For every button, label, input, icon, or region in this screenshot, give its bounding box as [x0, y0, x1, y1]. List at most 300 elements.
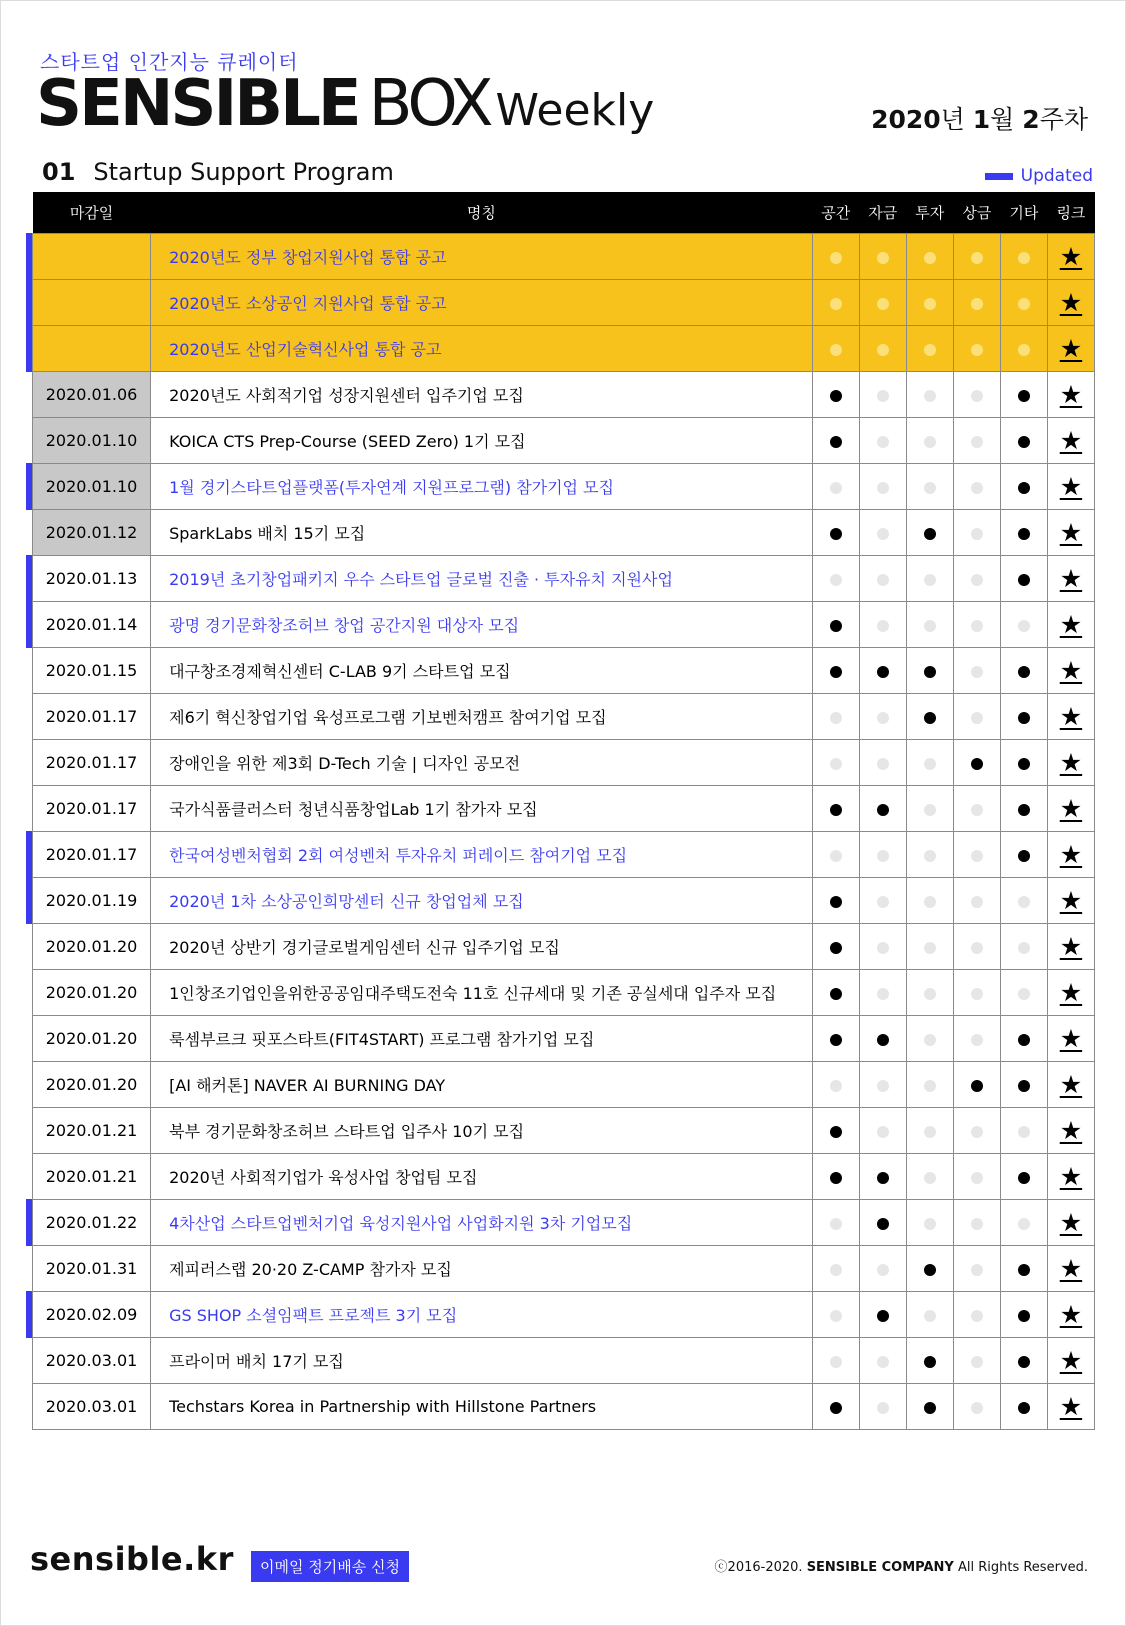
- empty-dot-icon: [924, 482, 936, 494]
- empty-dot-icon: [924, 298, 936, 310]
- deadline-text: 2020.01.21: [45, 1167, 138, 1186]
- star-link-icon[interactable]: ★: [1059, 242, 1083, 271]
- deadline-text: 2020.01.15: [45, 661, 138, 680]
- flag-cell-other: [1000, 694, 1047, 740]
- program-name: 2020년도 정부 창업지원사업 통합 공고: [151, 234, 813, 280]
- flag-cell-investment: [906, 1246, 953, 1292]
- table-row: [33, 878, 1095, 924]
- flag-cell-other: [1000, 878, 1047, 924]
- flag-cell-space: [812, 1292, 859, 1338]
- flag-cell-space: [812, 924, 859, 970]
- deadline-text: 2020.01.20: [45, 1029, 138, 1048]
- star-link-icon[interactable]: ★: [1059, 1392, 1083, 1421]
- flag-cell-funding: [859, 234, 906, 280]
- deadline-cell: [33, 1062, 151, 1108]
- empty-dot-icon: [971, 988, 983, 1000]
- flag-cell-funding: [859, 970, 906, 1016]
- flag-cell-space: [812, 1016, 859, 1062]
- table-row: [33, 326, 1095, 372]
- empty-dot-icon: [877, 1264, 889, 1276]
- link-cell[interactable]: [1047, 1154, 1094, 1200]
- star-link-icon[interactable]: ★: [1059, 978, 1083, 1007]
- empty-dot-icon: [877, 436, 889, 448]
- flag-cell-funding: [859, 510, 906, 556]
- empty-dot-icon: [924, 574, 936, 586]
- star-link-icon[interactable]: ★: [1059, 1254, 1083, 1283]
- issue-month-unit: 월: [990, 105, 1023, 134]
- empty-dot-icon: [830, 252, 842, 264]
- subscribe-button[interactable]: 이메일 정기배송 신청: [251, 1551, 409, 1582]
- flag-cell-prize: [953, 1200, 1000, 1246]
- empty-dot-icon: [971, 1034, 983, 1046]
- deadline-cell: [33, 464, 151, 510]
- updated-marker: [26, 601, 32, 648]
- deadline-cell: [33, 878, 151, 924]
- flag-cell-prize: [953, 1108, 1000, 1154]
- empty-dot-icon: [971, 666, 983, 678]
- empty-dot-icon: [877, 344, 889, 356]
- deadline-text: 2020.01.20: [45, 937, 138, 956]
- brand-light: BOX: [368, 67, 490, 141]
- table-row: [33, 556, 1095, 602]
- flag-cell-prize: [953, 1246, 1000, 1292]
- updated-marker: [26, 1291, 32, 1338]
- empty-dot-icon: [971, 1264, 983, 1276]
- filled-dot-icon: [830, 390, 842, 402]
- col-link: 링크: [1047, 192, 1094, 234]
- flag-cell-funding: [859, 694, 906, 740]
- link-cell[interactable]: [1047, 786, 1094, 832]
- deadline-text: 2020.03.01: [45, 1397, 138, 1416]
- deadline-cell: [33, 234, 151, 280]
- flag-cell-space: [812, 1154, 859, 1200]
- link-cell[interactable]: [1047, 970, 1094, 1016]
- flag-cell-funding: [859, 1016, 906, 1062]
- deadline-cell: [33, 1246, 151, 1292]
- star-link-icon[interactable]: ★: [1059, 840, 1083, 869]
- flag-cell-other: [1000, 1384, 1047, 1430]
- filled-dot-icon: [924, 666, 936, 678]
- star-link-icon[interactable]: ★: [1059, 932, 1083, 961]
- link-cell[interactable]: [1047, 1200, 1094, 1246]
- empty-dot-icon: [924, 758, 936, 770]
- flag-cell-prize: [953, 1292, 1000, 1338]
- flag-cell-space: [812, 878, 859, 924]
- filled-dot-icon: [877, 1172, 889, 1184]
- program-name: [AI 해커톤] NAVER AI BURNING DAY: [151, 1062, 813, 1108]
- filled-dot-icon: [830, 804, 842, 816]
- filled-dot-icon: [830, 942, 842, 954]
- flag-cell-funding: [859, 1108, 906, 1154]
- empty-dot-icon: [1018, 344, 1030, 356]
- filled-dot-icon: [1018, 574, 1030, 586]
- flag-cell-space: [812, 1338, 859, 1384]
- empty-dot-icon: [830, 758, 842, 770]
- flag-cell-other: [1000, 1338, 1047, 1384]
- deadline-cell: [33, 372, 151, 418]
- empty-dot-icon: [830, 574, 842, 586]
- program-name: 2020년 상반기 경기글로벌게임센터 신규 입주기업 모집: [151, 924, 813, 970]
- flag-cell-investment: [906, 372, 953, 418]
- flag-cell-investment: [906, 326, 953, 372]
- flag-cell-other: [1000, 786, 1047, 832]
- link-cell[interactable]: [1047, 1108, 1094, 1154]
- flag-cell-space: [812, 1246, 859, 1292]
- empty-dot-icon: [1018, 896, 1030, 908]
- link-cell[interactable]: [1047, 740, 1094, 786]
- copyright-years: ⓒ2016-2020.: [714, 1560, 803, 1575]
- col-prize: 상금: [953, 192, 1000, 234]
- empty-dot-icon: [877, 896, 889, 908]
- empty-dot-icon: [924, 252, 936, 264]
- empty-dot-icon: [971, 1218, 983, 1230]
- star-link-icon[interactable]: ★: [1059, 564, 1083, 593]
- flag-cell-prize: [953, 418, 1000, 464]
- updated-marker: [26, 877, 32, 924]
- deadline-cell: [33, 648, 151, 694]
- star-link-icon[interactable]: ★: [1059, 1116, 1083, 1145]
- brand-kicker: 스타트업 인간지능 큐레이터: [40, 50, 299, 74]
- filled-dot-icon: [1018, 436, 1030, 448]
- flag-cell-prize: [953, 234, 1000, 280]
- deadline-cell: [33, 280, 151, 326]
- program-name: 4차산업 스타트업벤처기업 육성지원사업 사업화지원 3차 기업모집: [151, 1200, 813, 1246]
- deadline-cell: [33, 1108, 151, 1154]
- empty-dot-icon: [971, 1126, 983, 1138]
- star-link-icon[interactable]: ★: [1059, 656, 1083, 685]
- filled-dot-icon: [830, 1034, 842, 1046]
- star-link-icon[interactable]: ★: [1059, 472, 1083, 501]
- filled-dot-icon: [877, 804, 889, 816]
- copyright-rights: All Rights Reserved.: [957, 1560, 1088, 1575]
- flag-cell-space: [812, 1384, 859, 1430]
- col-space: 공간: [812, 192, 859, 234]
- flag-cell-funding: [859, 1384, 906, 1430]
- star-link-icon[interactable]: ★: [1059, 334, 1083, 363]
- table-row: [33, 1246, 1095, 1292]
- flag-cell-investment: [906, 280, 953, 326]
- flag-cell-funding: [859, 648, 906, 694]
- filled-dot-icon: [924, 1402, 936, 1414]
- deadline-text: 2020.01.17: [45, 845, 138, 864]
- star-link-icon[interactable]: ★: [1059, 886, 1083, 915]
- flag-cell-funding: [859, 1200, 906, 1246]
- deadline-text: 2020.01.13: [45, 569, 138, 588]
- empty-dot-icon: [924, 620, 936, 632]
- star-link-icon[interactable]: ★: [1059, 426, 1083, 455]
- flag-cell-investment: [906, 832, 953, 878]
- empty-dot-icon: [971, 1356, 983, 1368]
- legend-label: Updated: [1020, 166, 1093, 186]
- flag-cell-investment: [906, 510, 953, 556]
- link-cell[interactable]: [1047, 1384, 1094, 1430]
- star-link-icon[interactable]: ★: [1059, 702, 1083, 731]
- deadline-cell: [33, 1154, 151, 1200]
- link-cell[interactable]: [1047, 1292, 1094, 1338]
- star-link-icon[interactable]: ★: [1059, 1300, 1083, 1329]
- program-name: 2020년도 산업기술혁신사업 통합 공고: [151, 326, 813, 372]
- flag-cell-other: [1000, 1108, 1047, 1154]
- program-name: 2020년 사회적기업가 육성사업 창업팀 모집: [151, 1154, 813, 1200]
- program-name: 2020년 1차 소상공인희망센터 신규 창업업체 모집: [151, 878, 813, 924]
- star-link-icon[interactable]: ★: [1059, 1208, 1083, 1237]
- deadline-cell: [33, 786, 151, 832]
- issue-date: [871, 100, 1088, 136]
- table-row: [33, 694, 1095, 740]
- link-cell[interactable]: [1047, 648, 1094, 694]
- empty-dot-icon: [830, 1264, 842, 1276]
- link-cell[interactable]: [1047, 372, 1094, 418]
- flag-cell-other: [1000, 648, 1047, 694]
- filled-dot-icon: [1018, 390, 1030, 402]
- star-link-icon[interactable]: ★: [1059, 748, 1083, 777]
- link-cell[interactable]: [1047, 464, 1094, 510]
- link-cell[interactable]: [1047, 556, 1094, 602]
- flag-cell-investment: [906, 878, 953, 924]
- empty-dot-icon: [877, 574, 889, 586]
- link-cell[interactable]: [1047, 602, 1094, 648]
- table-row: [33, 418, 1095, 464]
- flag-cell-funding: [859, 418, 906, 464]
- flag-cell-investment: [906, 1016, 953, 1062]
- empty-dot-icon: [877, 850, 889, 862]
- flag-cell-prize: [953, 510, 1000, 556]
- filled-dot-icon: [877, 666, 889, 678]
- empty-dot-icon: [830, 1356, 842, 1368]
- flag-cell-space: [812, 602, 859, 648]
- table-row: [33, 510, 1095, 556]
- empty-dot-icon: [924, 988, 936, 1000]
- filled-dot-icon: [830, 1402, 842, 1414]
- flag-cell-other: [1000, 1200, 1047, 1246]
- empty-dot-icon: [924, 1080, 936, 1092]
- copyright-company: SENSIBLE COMPANY: [806, 1560, 954, 1575]
- empty-dot-icon: [830, 1310, 842, 1322]
- deadline-cell: [33, 1292, 151, 1338]
- empty-dot-icon: [924, 1218, 936, 1230]
- empty-dot-icon: [971, 390, 983, 402]
- filled-dot-icon: [924, 528, 936, 540]
- deadline-text: 2020.01.17: [45, 799, 138, 818]
- flag-cell-space: [812, 1062, 859, 1108]
- link-cell[interactable]: [1047, 1246, 1094, 1292]
- program-name: 제6기 혁신창업기업 육성프로그램 기보벤처캠프 참여기업 모집: [151, 694, 813, 740]
- link-cell[interactable]: [1047, 1016, 1094, 1062]
- filled-dot-icon: [877, 1310, 889, 1322]
- filled-dot-icon: [1018, 1080, 1030, 1092]
- flag-cell-prize: [953, 1062, 1000, 1108]
- deadline-cell: [33, 1384, 151, 1430]
- program-name: SparkLabs 배치 15기 모집: [151, 510, 813, 556]
- empty-dot-icon: [924, 850, 936, 862]
- link-cell[interactable]: [1047, 924, 1094, 970]
- table-row: [33, 648, 1095, 694]
- deadline-cell: [33, 1200, 151, 1246]
- flag-cell-investment: [906, 234, 953, 280]
- filled-dot-icon: [830, 620, 842, 632]
- empty-dot-icon: [830, 712, 842, 724]
- flag-cell-other: [1000, 234, 1047, 280]
- empty-dot-icon: [877, 252, 889, 264]
- star-link-icon[interactable]: ★: [1059, 288, 1083, 317]
- empty-dot-icon: [877, 620, 889, 632]
- program-name: 2020년도 사회적기업 성장지원센터 입주기업 모집: [151, 372, 813, 418]
- col-deadline: 마감일: [33, 192, 151, 234]
- flag-cell-other: [1000, 464, 1047, 510]
- flag-cell-prize: [953, 694, 1000, 740]
- deadline-cell: [33, 510, 151, 556]
- program-name: 대구창조경제혁신센터 C-LAB 9기 스타트업 모집: [151, 648, 813, 694]
- table-row: [33, 740, 1095, 786]
- link-cell[interactable]: [1047, 878, 1094, 924]
- star-link-icon[interactable]: ★: [1059, 1070, 1083, 1099]
- flag-cell-other: [1000, 924, 1047, 970]
- deadline-cell: [33, 970, 151, 1016]
- flag-cell-investment: [906, 924, 953, 970]
- flag-cell-prize: [953, 326, 1000, 372]
- deadline-text: 2020.01.22: [45, 1213, 138, 1232]
- star-link-icon[interactable]: ★: [1059, 610, 1083, 639]
- deadline-text: 2020.01.19: [45, 891, 138, 910]
- empty-dot-icon: [924, 1310, 936, 1322]
- link-cell[interactable]: [1047, 326, 1094, 372]
- empty-dot-icon: [971, 1172, 983, 1184]
- link-cell[interactable]: [1047, 694, 1094, 740]
- link-cell[interactable]: [1047, 418, 1094, 464]
- program-name: 1월 경기스타트업플랫폼(투자연계 지원프로그램) 참가기업 모집: [151, 464, 813, 510]
- flag-cell-space: [812, 648, 859, 694]
- site-url[interactable]: sensible.kr: [30, 1540, 234, 1578]
- flag-cell-prize: [953, 464, 1000, 510]
- filled-dot-icon: [924, 712, 936, 724]
- flag-cell-funding: [859, 878, 906, 924]
- program-name: 1인창조기업인을위한공공임대주택도전숙 11호 신규세대 및 기존 공실세대 입주자 모집: [151, 970, 813, 1016]
- star-link-icon[interactable]: ★: [1059, 1346, 1083, 1375]
- flag-cell-prize: [953, 280, 1000, 326]
- table-row: [33, 234, 1095, 280]
- empty-dot-icon: [877, 1080, 889, 1092]
- program-name: Techstars Korea in Partnership with Hillstone Partners: [151, 1384, 813, 1430]
- flag-cell-funding: [859, 326, 906, 372]
- link-cell[interactable]: [1047, 1062, 1094, 1108]
- deadline-cell: [33, 1016, 151, 1062]
- empty-dot-icon: [877, 1402, 889, 1414]
- col-funding: 자금: [859, 192, 906, 234]
- filled-dot-icon: [877, 1218, 889, 1230]
- empty-dot-icon: [877, 298, 889, 310]
- empty-dot-icon: [1018, 988, 1030, 1000]
- flag-cell-space: [812, 1200, 859, 1246]
- flag-cell-investment: [906, 464, 953, 510]
- flag-cell-other: [1000, 1062, 1047, 1108]
- table-row: [33, 1016, 1095, 1062]
- flag-cell-investment: [906, 786, 953, 832]
- flag-cell-space: [812, 694, 859, 740]
- flag-cell-space: [812, 234, 859, 280]
- link-cell[interactable]: [1047, 234, 1094, 280]
- link-cell[interactable]: [1047, 1338, 1094, 1384]
- filled-dot-icon: [1018, 666, 1030, 678]
- empty-dot-icon: [971, 804, 983, 816]
- star-link-icon[interactable]: ★: [1059, 518, 1083, 547]
- empty-dot-icon: [971, 620, 983, 632]
- table-row: [33, 464, 1095, 510]
- flag-cell-other: [1000, 418, 1047, 464]
- link-cell[interactable]: [1047, 280, 1094, 326]
- flag-cell-prize: [953, 372, 1000, 418]
- filled-dot-icon: [971, 1080, 983, 1092]
- program-name: 한국여성벤처협회 2회 여성벤처 투자유치 퍼레이드 참여기업 모집: [151, 832, 813, 878]
- flag-cell-other: [1000, 602, 1047, 648]
- deadline-cell: [33, 326, 151, 372]
- star-link-icon[interactable]: ★: [1059, 794, 1083, 823]
- empty-dot-icon: [971, 436, 983, 448]
- filled-dot-icon: [1018, 1034, 1030, 1046]
- deadline-text: 2020.01.21: [45, 1121, 138, 1140]
- flag-cell-investment: [906, 1338, 953, 1384]
- empty-dot-icon: [924, 436, 936, 448]
- filled-dot-icon: [830, 988, 842, 1000]
- flag-cell-prize: [953, 602, 1000, 648]
- brand-logo[interactable]: [36, 67, 655, 141]
- table-header-row: [33, 192, 1095, 234]
- empty-dot-icon: [877, 482, 889, 494]
- filled-dot-icon: [971, 758, 983, 770]
- flag-cell-investment: [906, 1384, 953, 1430]
- flag-cell-funding: [859, 1338, 906, 1384]
- empty-dot-icon: [971, 1402, 983, 1414]
- flag-cell-funding: [859, 740, 906, 786]
- issue-week: 2: [1022, 105, 1040, 134]
- flag-cell-funding: [859, 372, 906, 418]
- link-cell[interactable]: [1047, 510, 1094, 556]
- table-row: [33, 786, 1095, 832]
- filled-dot-icon: [830, 528, 842, 540]
- star-link-icon[interactable]: ★: [1059, 1024, 1083, 1053]
- brand-sub: Weekly: [495, 85, 655, 136]
- flag-cell-other: [1000, 1016, 1047, 1062]
- deadline-text: 2020.03.01: [45, 1351, 138, 1370]
- flag-cell-prize: [953, 1338, 1000, 1384]
- star-link-icon[interactable]: ★: [1059, 1162, 1083, 1191]
- flag-cell-funding: [859, 556, 906, 602]
- program-name: 국가식품클러스터 청년식품창업Lab 1기 참가자 모집: [151, 786, 813, 832]
- table-body: [33, 234, 1095, 1430]
- program-name: GS SHOP 소셜임팩트 프로젝트 3기 모집: [151, 1292, 813, 1338]
- flag-cell-other: [1000, 970, 1047, 1016]
- filled-dot-icon: [1018, 758, 1030, 770]
- updated-marker: [26, 325, 32, 372]
- star-link-icon[interactable]: ★: [1059, 380, 1083, 409]
- empty-dot-icon: [971, 528, 983, 540]
- flag-cell-investment: [906, 970, 953, 1016]
- link-cell[interactable]: [1047, 832, 1094, 878]
- flag-cell-other: [1000, 740, 1047, 786]
- deadline-cell: [33, 924, 151, 970]
- empty-dot-icon: [971, 482, 983, 494]
- program-table: [32, 192, 1095, 1430]
- flag-cell-prize: [953, 740, 1000, 786]
- table-row: [33, 1292, 1095, 1338]
- flag-cell-other: [1000, 556, 1047, 602]
- flag-cell-funding: [859, 924, 906, 970]
- legend-updated: [985, 166, 1093, 186]
- updated-marker: [26, 831, 32, 878]
- table-row: [33, 1062, 1095, 1108]
- issue-week-unit: 주차: [1039, 105, 1088, 134]
- empty-dot-icon: [971, 942, 983, 954]
- legend-swatch: [985, 173, 1013, 180]
